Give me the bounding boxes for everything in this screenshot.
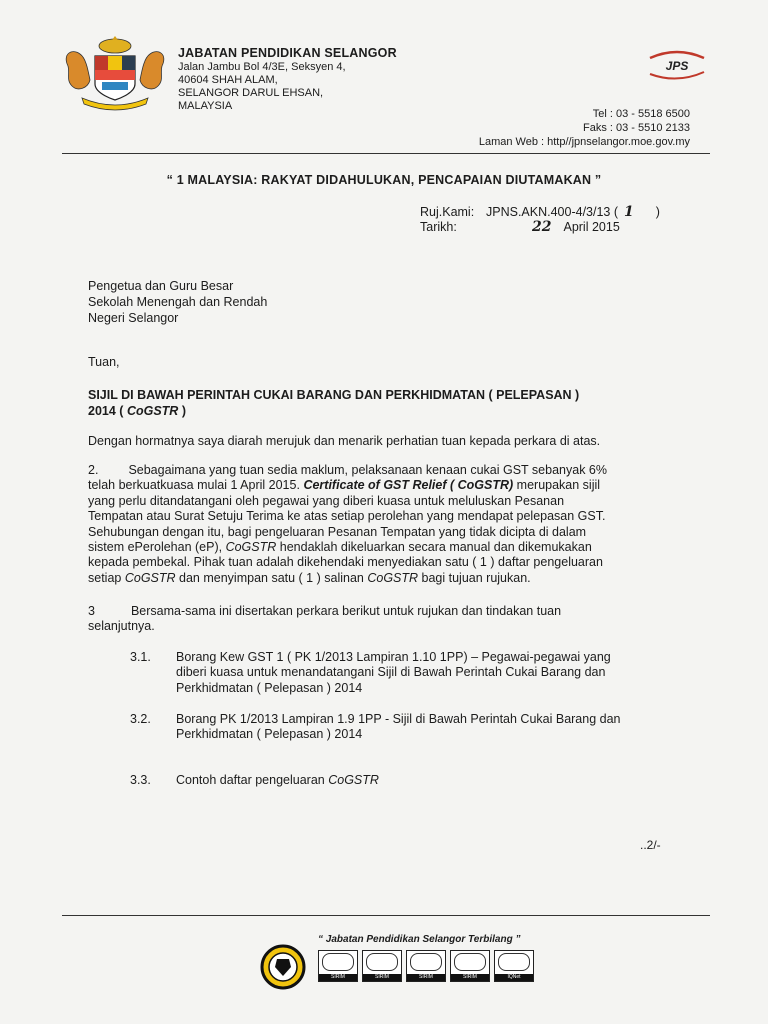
- para-italic: CoGSTR: [225, 540, 277, 555]
- date-value: April 2015: [563, 220, 620, 234]
- list-item-line: diberi kuasa untuk menandatangani Sijil di Bawah Perintah Cukai Barang dan: [176, 665, 606, 680]
- para-line: merupakan sijil: [516, 478, 601, 493]
- subject-line-part: ): [181, 404, 186, 418]
- cert-logo: [450, 950, 490, 982]
- list-item-line: Borang PK 1/2013 Lampiran 1.9 1PP - Sijil di Bawah Perintah Cukai Barang dan: [176, 712, 621, 726]
- cert-caption: SIRIM: [407, 974, 445, 981]
- paragraph-2: [88, 463, 688, 586]
- salutation: Tuan,: [88, 355, 120, 369]
- jps-logo: [646, 50, 708, 80]
- list-item-line: Perkhidmatan ( Pelepasan ) 2014: [176, 680, 363, 695]
- list-item-number: 3.3.: [130, 773, 151, 787]
- cert-logo: [362, 950, 402, 982]
- para-line: telah berkuatkuasa mulai 1 April 2015.: [88, 478, 300, 493]
- recipient-line: Negeri Selangor: [88, 311, 179, 325]
- web-text: Laman Web : http//jpnselangor.moe.gov.my: [478, 136, 690, 148]
- cert-caption: SIRIM: [363, 974, 401, 981]
- para-number: 3: [88, 604, 95, 618]
- cert-caption: IQNet: [495, 974, 533, 981]
- para-line: hendaklah dikeluarkan secara manual dan dikemukakan: [279, 540, 592, 555]
- ref-value: JPNS.AKN.400-4/3/13 (: [486, 205, 619, 219]
- para-line: kepada pembekal. Pihak tuan adalah dikehendaki menyediakan satu ( 1 ) daftar pengeluaran: [88, 555, 603, 570]
- subject-line-part: 2014 (: [88, 404, 124, 418]
- para-line: yang perlu ditandatangani oleh pegawai yang diberi kuasa untuk meluluskan Pesanan: [88, 493, 565, 508]
- subject-italic: CoGSTR: [126, 404, 179, 418]
- coat-of-arms-logo: [60, 36, 170, 112]
- para-line: Bersama-sama ini disertakan perkara berikut untuk rujukan dan tindakan tuan: [130, 604, 562, 618]
- subject-line: SIJIL DI BAWAH PERINTAH CUKAI BARANG DAN PERKHIDMATAN ( PELEPASAN ): [88, 388, 580, 402]
- recipient-line: Pengetua dan Guru Besar: [88, 279, 234, 293]
- para-line: selanjutnya.: [88, 619, 155, 634]
- list-item-line: Borang Kew GST 1 ( PK 1/2013 Lampiran 1.10 1PP) – Pegawai-pegawai yang: [176, 650, 611, 664]
- subject-heading: [88, 387, 668, 419]
- org-address: [178, 61, 346, 113]
- list-item-number: 3.1.: [130, 650, 151, 664]
- para-line: bagi tujuan rujukan.: [421, 570, 531, 585]
- certification-logos: [318, 950, 534, 982]
- paragraph-3: [88, 604, 688, 635]
- fax-text: Faks : 03 - 5510 2133: [582, 122, 690, 134]
- address-line: SELANGOR DARUL EHSAN,: [178, 87, 324, 99]
- cert-caption: SIRIM: [319, 974, 357, 981]
- para-bold-italic: Certificate of GST Relief ( CoGSTR): [303, 478, 514, 493]
- paragraph-1: Dengan hormatnya saya diarah merujuk dan menarik perhatian tuan kepada perkara di atas.: [88, 434, 601, 448]
- list-item-line: Perkhidmatan ( Pelepasan ) 2014: [176, 727, 363, 742]
- list-item-line: Contoh daftar pengeluaran: [176, 773, 325, 787]
- list-item-italic: CoGSTR: [328, 773, 379, 787]
- para-line: Tempatan atau Surat Setuju Terima ke atas setiap perolehan yang mendapat pelepasan GST.: [88, 509, 606, 524]
- ref-close: ): [655, 205, 660, 219]
- para-line: sistem ePerolehan (eP),: [88, 540, 223, 555]
- recipient-block: [88, 278, 267, 326]
- quality-seal-icon: [260, 944, 306, 990]
- jps-logo-text: JPS: [665, 59, 689, 73]
- footer-tagline: “ Jabatan Pendidikan Selangor Terbilang ”: [318, 934, 521, 945]
- para-line: Sehubungan dengan itu, bagi pengeluaran Pesanan Tempatan yang tidak dicipta di dalam: [88, 524, 587, 539]
- tel-text: Tel : 03 - 5518 6500: [592, 108, 690, 120]
- address-line: Jalan Jambu Bol 4/3E, Seksyen 4,: [178, 61, 346, 73]
- para-line: setiap: [88, 570, 122, 585]
- cert-caption: SIRIM: [451, 974, 489, 981]
- para-italic: CoGSTR: [124, 570, 176, 585]
- cert-logo: [406, 950, 446, 982]
- para-number: 2.: [88, 463, 99, 477]
- reference-block: [420, 205, 660, 235]
- cert-logo: [318, 950, 358, 982]
- ref-label: Ruj.Kami:: [420, 205, 475, 219]
- cert-logo: [494, 950, 534, 982]
- footer-divider: [62, 915, 710, 916]
- org-name: JABATAN PENDIDIKAN SELANGOR: [178, 46, 397, 60]
- date-handwritten-day: 22: [532, 219, 552, 235]
- address-line: MALAYSIA: [178, 100, 233, 112]
- contact-block: [479, 107, 690, 149]
- page-number: ..2/-: [640, 838, 661, 852]
- para-italic: CoGSTR: [367, 570, 419, 585]
- ref-handwritten-number: 1: [624, 204, 634, 220]
- header-divider: [62, 153, 710, 154]
- para-line: dan menyimpan satu ( 1 ) salinan: [179, 570, 364, 585]
- date-label: Tarikh:: [420, 220, 457, 234]
- para-line: Sebagaimana yang tuan sedia maklum, pelaksanaan kenaan cukai GST sebanyak 6%: [128, 463, 607, 477]
- recipient-line: Sekolah Menengah dan Rendah: [88, 295, 268, 309]
- address-line: 40604 SHAH ALAM,: [178, 74, 278, 86]
- list-item-number: 3.2.: [130, 712, 151, 726]
- motto: “ 1 MALAYSIA: RAKYAT DIDAHULUKAN, PENCAPAIAN DIUTAMAKAN ”: [166, 173, 602, 187]
